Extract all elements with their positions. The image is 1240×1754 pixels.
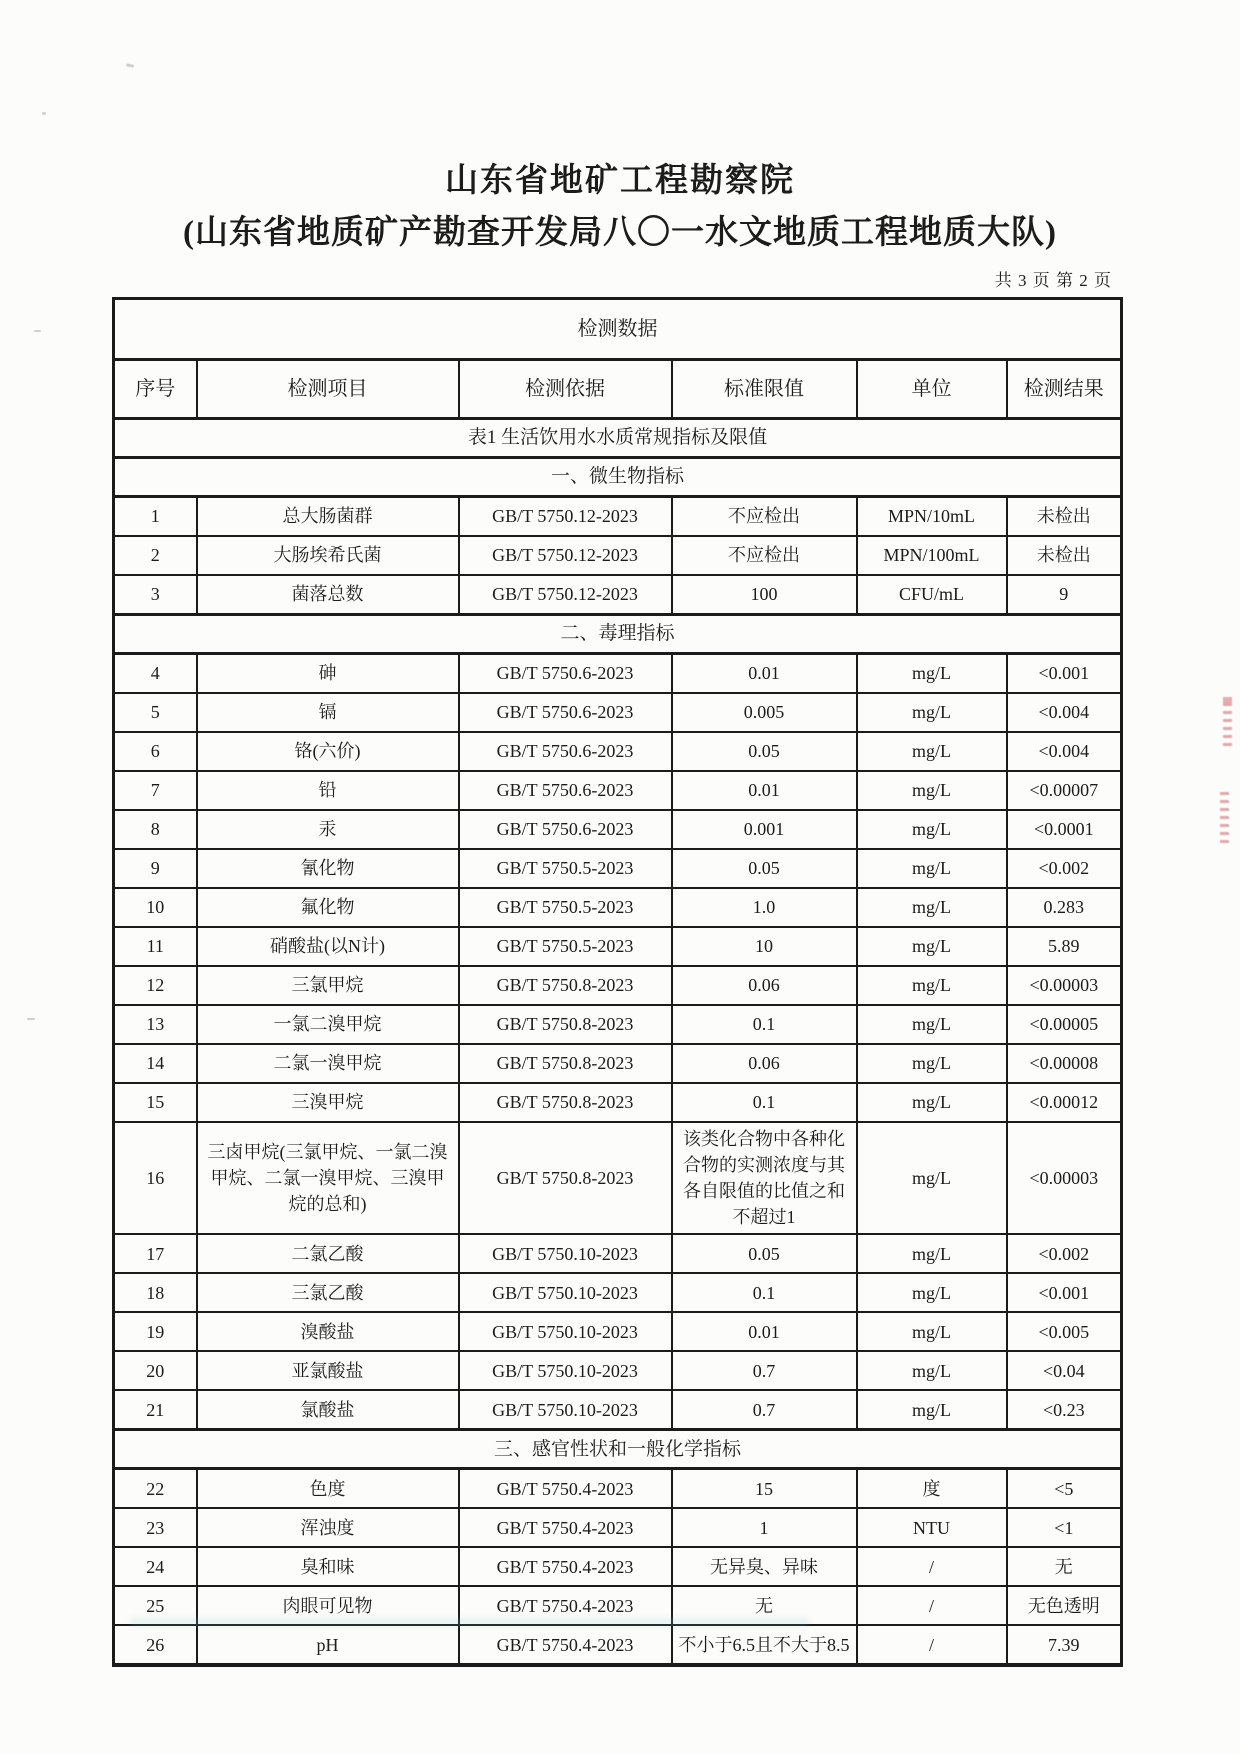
cell-no: 7 [114,771,197,810]
cell-basis: GB/T 5750.8-2023 [459,1044,672,1083]
cell-unit: / [857,1547,1007,1586]
cell-item: 三氯乙酸 [197,1273,459,1312]
cell-basis: GB/T 5750.10-2023 [459,1273,672,1312]
cell-item: 镉 [197,693,459,732]
section-row [114,1430,1122,1469]
cell-limit: 不应检出 [672,497,857,537]
cell-unit: / [857,1586,1007,1625]
cell-no: 17 [114,1234,197,1273]
table-row [114,1508,1122,1547]
cell-basis: GB/T 5750.8-2023 [459,1005,672,1044]
cell-basis: GB/T 5750.8-2023 [459,966,672,1005]
cell-result: <0.004 [1007,693,1122,732]
cell-limit: 1 [672,1508,857,1547]
cell-limit: 0.06 [672,1044,857,1083]
cell-basis: GB/T 5750.10-2023 [459,1390,672,1430]
table-row [114,693,1122,732]
cell-result: <0.004 [1007,732,1122,771]
cell-result: <0.00008 [1007,1044,1122,1083]
cell-limit: 0.7 [672,1351,857,1390]
cell-item: 浑浊度 [197,1508,459,1547]
cell-item: 氯酸盐 [197,1390,459,1430]
table-title: 检测数据 [114,299,1122,360]
cell-basis: GB/T 5750.12-2023 [459,536,672,575]
cell-basis: GB/T 5750.6-2023 [459,693,672,732]
cell-limit: 0.1 [672,1005,857,1044]
table-row [114,497,1122,537]
cell-result: 5.89 [1007,927,1122,966]
cell-item: 三溴甲烷 [197,1083,459,1122]
cell-item: 汞 [197,810,459,849]
cell-no: 16 [114,1122,197,1234]
cell-no: 9 [114,849,197,888]
table-row [114,888,1122,927]
column-header-unit: 单位 [857,360,1007,419]
table-row [114,966,1122,1005]
cell-result: <0.00012 [1007,1083,1122,1122]
cell-no: 26 [114,1625,197,1665]
cell-no: 20 [114,1351,197,1390]
scan-speck [34,330,41,332]
cell-no: 3 [114,575,197,615]
cell-unit: mg/L [857,1005,1007,1044]
cell-limit: 1.0 [672,888,857,927]
table-row [114,575,1122,615]
cell-result: <0.00005 [1007,1005,1122,1044]
cell-item: 菌落总数 [197,575,459,615]
org-title: 山东省地矿工程勘察院 [445,163,795,199]
cell-unit: / [857,1625,1007,1665]
cell-limit: 不小于6.5且不大于8.5 [672,1625,857,1665]
cell-unit: MPN/100mL [857,536,1007,575]
table-row [114,1273,1122,1312]
cell-no: 24 [114,1547,197,1586]
table-body [114,419,1122,1666]
cell-limit: 15 [672,1469,857,1509]
cell-basis: GB/T 5750.4-2023 [459,1547,672,1586]
cell-result: 无色透明 [1007,1586,1122,1625]
cell-no: 2 [114,536,197,575]
cell-no: 5 [114,693,197,732]
cell-basis: GB/T 5750.8-2023 [459,1083,672,1122]
cell-limit: 0.05 [672,732,857,771]
cell-basis: GB/T 5750.6-2023 [459,732,672,771]
cell-unit: mg/L [857,927,1007,966]
cell-basis: GB/T 5750.4-2023 [459,1586,672,1625]
cell-basis: GB/T 5750.6-2023 [459,771,672,810]
scan-smudge [130,1618,810,1626]
cell-result: <1 [1007,1508,1122,1547]
cell-unit: mg/L [857,966,1007,1005]
cell-item: 大肠埃希氏菌 [197,536,459,575]
org-subtitle: (山东省地质矿产勘查开发局八〇一水文地质工程地质大队) [183,215,1057,251]
red-margin-mark [1223,703,1232,747]
cell-basis: GB/T 5750.6-2023 [459,810,672,849]
cell-basis: GB/T 5750.12-2023 [459,497,672,537]
cell-unit: 度 [857,1469,1007,1509]
cell-item: 砷 [197,654,459,694]
cell-item: 硝酸盐(以N计) [197,927,459,966]
cell-no: 13 [114,1005,197,1044]
cell-item: 铅 [197,771,459,810]
table-row [114,1122,1122,1234]
cell-item: 二氯一溴甲烷 [197,1044,459,1083]
section-row [114,458,1122,497]
table-row [114,810,1122,849]
column-header-row [114,360,1122,419]
cell-unit: mg/L [857,732,1007,771]
cell-result: <0.00007 [1007,771,1122,810]
table-row [114,1351,1122,1390]
table-row [114,1083,1122,1122]
table-row [114,1234,1122,1273]
column-header-item: 检测项目 [197,360,459,419]
table-row [114,732,1122,771]
scan-speck [126,63,134,67]
cell-limit: 0.005 [672,693,857,732]
cell-unit: mg/L [857,1312,1007,1351]
table-row [114,1390,1122,1430]
cell-unit: mg/L [857,693,1007,732]
cell-basis: GB/T 5750.12-2023 [459,575,672,615]
cell-limit: 无异臭、异味 [672,1547,857,1586]
section-label: 一、微生物指标 [114,458,1122,497]
cell-item: 臭和味 [197,1547,459,1586]
table-row [114,1312,1122,1351]
page-indicator: 共 3 页 第 2 页 [994,271,1112,290]
cell-no: 18 [114,1273,197,1312]
cell-item: 二氯乙酸 [197,1234,459,1273]
cell-unit: mg/L [857,810,1007,849]
cell-no: 19 [114,1312,197,1351]
cell-basis: GB/T 5750.10-2023 [459,1312,672,1351]
cell-result: <5 [1007,1469,1122,1509]
cell-result: 未检出 [1007,536,1122,575]
cell-limit: 0.01 [672,771,857,810]
table-row [114,1625,1122,1665]
cell-basis: GB/T 5750.4-2023 [459,1469,672,1509]
table-row [114,1547,1122,1586]
cell-result: <0.00003 [1007,1122,1122,1234]
cell-unit: mg/L [857,1390,1007,1430]
cell-result: 无 [1007,1547,1122,1586]
red-margin-mark [1220,792,1229,844]
cell-item: 溴酸盐 [197,1312,459,1351]
cell-result: 7.39 [1007,1625,1122,1665]
cell-unit: mg/L [857,1351,1007,1390]
cell-basis: GB/T 5750.10-2023 [459,1351,672,1390]
cell-result: <0.04 [1007,1351,1122,1390]
cell-limit: 0.05 [672,1234,857,1273]
cell-item: 三氯甲烷 [197,966,459,1005]
cell-no: 23 [114,1508,197,1547]
cell-limit: 0.1 [672,1273,857,1312]
cell-no: 4 [114,654,197,694]
cell-basis: GB/T 5750.4-2023 [459,1625,672,1665]
table-row [114,771,1122,810]
cell-unit: NTU [857,1508,1007,1547]
cell-limit: 0.01 [672,654,857,694]
cell-no: 21 [114,1390,197,1430]
scan-speck [42,112,46,115]
cell-unit: mg/L [857,888,1007,927]
cell-limit: 该类化合物中各种化合物的实测浓度与其各自限值的比值之和不超过1 [672,1122,857,1234]
test-data-table [112,297,1123,1667]
cell-unit: mg/L [857,1044,1007,1083]
cell-basis: GB/T 5750.5-2023 [459,888,672,927]
cell-item: 色度 [197,1469,459,1509]
column-header-result: 检测结果 [1007,360,1122,419]
cell-basis: GB/T 5750.6-2023 [459,654,672,694]
section-row [114,615,1122,654]
cell-result: <0.23 [1007,1390,1122,1430]
cell-no: 25 [114,1586,197,1625]
section-label: 二、毒理指标 [114,615,1122,654]
cell-no: 10 [114,888,197,927]
cell-unit: mg/L [857,771,1007,810]
cell-no: 11 [114,927,197,966]
cell-item: 肉眼可见物 [197,1586,459,1625]
cell-no: 1 [114,497,197,537]
cell-limit: 0.01 [672,1312,857,1351]
cell-result: <0.001 [1007,654,1122,694]
cell-unit: mg/L [857,654,1007,694]
table-row [114,1005,1122,1044]
cell-result: 0.283 [1007,888,1122,927]
cell-limit: 不应检出 [672,536,857,575]
section-label: 三、感官性状和一般化学指标 [114,1430,1122,1469]
section-label: 表1 生活饮用水水质常规指标及限值 [114,419,1122,458]
cell-item: 氟化物 [197,888,459,927]
cell-basis: GB/T 5750.5-2023 [459,927,672,966]
cell-no: 6 [114,732,197,771]
table-row [114,927,1122,966]
cell-basis: GB/T 5750.4-2023 [459,1508,672,1547]
cell-result: <0.00003 [1007,966,1122,1005]
cell-item: 铬(六价) [197,732,459,771]
cell-no: 12 [114,966,197,1005]
cell-unit: mg/L [857,1122,1007,1234]
cell-unit: mg/L [857,1083,1007,1122]
cell-limit: 100 [672,575,857,615]
cell-result: <0.002 [1007,1234,1122,1273]
column-header-limit: 标准限值 [672,360,857,419]
cell-item: 一氯二溴甲烷 [197,1005,459,1044]
cell-no: 8 [114,810,197,849]
cell-unit: MPN/10mL [857,497,1007,537]
cell-item: 三卤甲烷(三氯甲烷、一氯二溴甲烷、二氯一溴甲烷、三溴甲烷的总和) [197,1122,459,1234]
cell-unit: CFU/mL [857,575,1007,615]
cell-no: 14 [114,1044,197,1083]
table-row [114,1044,1122,1083]
table-row [114,849,1122,888]
cell-limit: 0.06 [672,966,857,1005]
cell-no: 15 [114,1083,197,1122]
section-row [114,419,1122,458]
cell-limit: 0.001 [672,810,857,849]
cell-result: 9 [1007,575,1122,615]
cell-result: <0.005 [1007,1312,1122,1351]
column-header-basis: 检测依据 [459,360,672,419]
cell-basis: GB/T 5750.8-2023 [459,1122,672,1234]
cell-item: 总大肠菌群 [197,497,459,537]
cell-limit: 无 [672,1586,857,1625]
cell-unit: mg/L [857,849,1007,888]
cell-limit: 0.7 [672,1390,857,1430]
cell-unit: mg/L [857,1273,1007,1312]
cell-basis: GB/T 5750.5-2023 [459,849,672,888]
cell-result: <0.0001 [1007,810,1122,849]
cell-result: <0.002 [1007,849,1122,888]
cell-result: 未检出 [1007,497,1122,537]
cell-limit: 0.1 [672,1083,857,1122]
cell-limit: 0.05 [672,849,857,888]
cell-basis: GB/T 5750.10-2023 [459,1234,672,1273]
table-row [114,1469,1122,1509]
table-row [114,654,1122,694]
table-title-row [114,299,1122,360]
column-header-no: 序号 [114,360,197,419]
cell-unit: mg/L [857,1234,1007,1273]
table-row [114,536,1122,575]
cell-result: <0.001 [1007,1273,1122,1312]
scan-speck [27,1018,35,1020]
cell-no: 22 [114,1469,197,1509]
cell-limit: 10 [672,927,857,966]
cell-item: 氰化物 [197,849,459,888]
cell-item: pH [197,1625,459,1665]
cell-item: 亚氯酸盐 [197,1351,459,1390]
